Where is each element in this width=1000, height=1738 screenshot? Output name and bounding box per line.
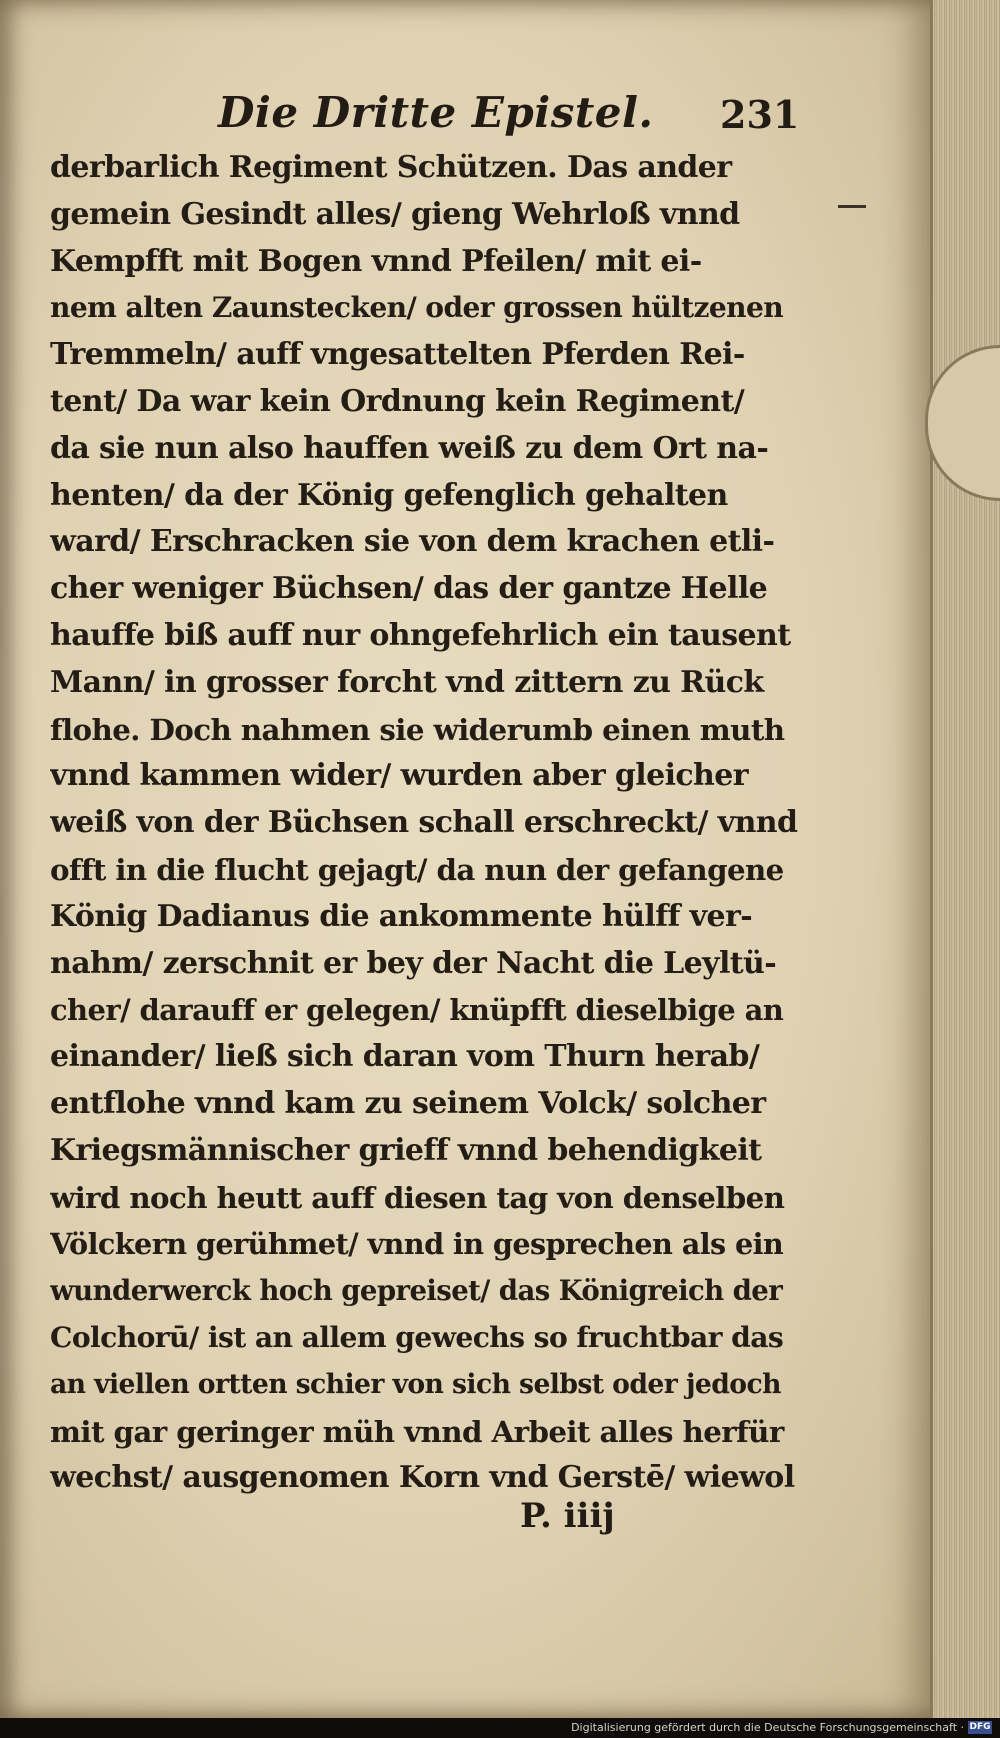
text-line: Völckern gerühmet/ vnnd in gesprechen als ein <box>50 1227 784 1262</box>
text-line: wunderwerck hoch gepreiset/ das Königreich der <box>50 1274 783 1308</box>
text-line: nem alten Zaunstecken/ oder grossen hültzenen <box>50 291 784 325</box>
text-line: flohe. Doch nahmen sie widerumb einen muth <box>50 711 785 747</box>
text-line: henten/ da der König gefenglich gehalten <box>50 477 728 513</box>
margin-mark <box>838 205 866 208</box>
text-line: tent/ Da war kein Ordnung kein Regiment/ <box>50 383 745 419</box>
text-line: Kriegsmännischer grieff vnnd behendigkeit <box>50 1132 762 1168</box>
signature-mark: P. iiij <box>520 1496 615 1536</box>
text-line: offt in die flucht gejagt/ da nun der gefangene <box>50 852 784 887</box>
text-line: einander/ ließ sich daran vom Thurn herab/ <box>50 1039 760 1075</box>
text-line: nahm/ zerschnit er bey der Nacht die Leyltü- <box>50 945 777 981</box>
text-line: an viellen ortten schier von sich selbst oder jedoch <box>50 1368 781 1400</box>
text-line: weiß von der Büchsen schall erschreckt/ vnnd <box>50 805 798 841</box>
page-number: 231 <box>720 92 800 137</box>
text-line: Kempfft mit Bogen vnnd Pfeilen/ mit ei- <box>50 243 702 279</box>
text-line: wechst/ ausgenomen Korn vnd Gerstē/ wiewol <box>50 1460 795 1496</box>
text-line: hauffe biß auff nur ohngefehrlich ein tausent <box>50 617 791 653</box>
body-text <box>50 145 800 1502</box>
text-line: vnnd kammen wider/ wurden aber gleicher <box>50 758 748 794</box>
text-line: wird noch heutt auff diesen tag von denselben <box>50 1180 785 1215</box>
text-line: Mann/ in grosser forcht vnd zittern zu Rück <box>50 664 764 700</box>
text-line: cher/ darauff er gelegen/ knüpfft dieselbige an <box>50 993 784 1028</box>
dfg-logo-badge: DFG <box>969 1722 991 1732</box>
text-line: derbarlich Regiment Schützen. Das ander <box>50 150 732 185</box>
text-line: Colchorū/ ist an allem gewechs so fruchtbar das <box>50 1320 784 1354</box>
text-line: ward/ Erschracken sie von dem krachen etli- <box>50 524 775 560</box>
text-line: gemein Gesindt alles/ gieng Wehrloß vnnd <box>50 196 740 232</box>
running-title: Die Dritte Epistel. <box>218 88 654 137</box>
text-line: da sie nun also hauffen weiß zu dem Ort na- <box>50 430 769 466</box>
text-line: König Dadianus die ankommente hülff ver- <box>50 898 753 934</box>
digitization-credit: Digitalisierung gefördert durch die Deutsche Forschungsgemeinschaft · <box>571 1721 964 1734</box>
text-line: mit gar geringer müh vnnd Arbeit alles herfür <box>50 1413 784 1449</box>
text-line: cher weniger Büchsen/ das der gantze Helle <box>50 571 768 607</box>
text-line: Tremmeln/ auff vngesattelten Pferden Rei- <box>50 337 745 373</box>
text-line: entflohe vnnd kam zu seinem Volck/ solcher <box>50 1085 766 1121</box>
